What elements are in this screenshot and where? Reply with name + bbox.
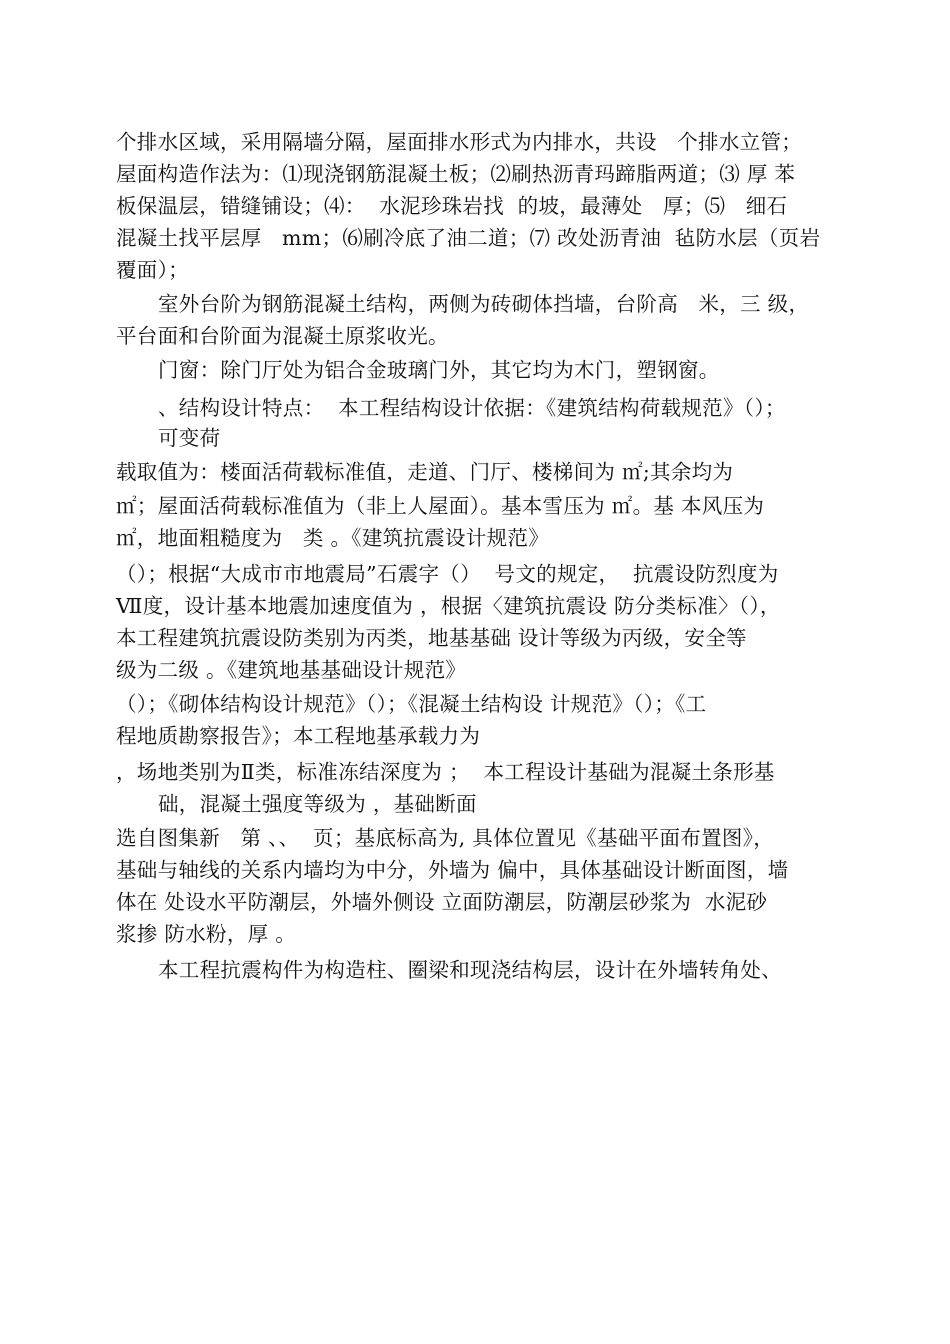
- text-line: Ⅶ度，设计基本地震加速度值为 ，根据〈建筑抗震设 防分类标准〉（），: [116, 594, 781, 618]
- text-line: 基础与轴线的关系内墙均为中分，外墙为 偏中，具体基础设计断面图，墙: [116, 858, 789, 882]
- text-line: 、结构设计特点： 本工程结构设计依据：《建筑结构荷载规范》（）；: [158, 396, 786, 420]
- text-line: ，场地类别为Ⅱ类，标准冻结深度为 ； 本工程设计基础为混凝土条形基: [116, 760, 775, 784]
- text-line: 载取值为：楼面活荷载标准值，走道、门厅、楼梯间为 ㎡;其余均为: [116, 460, 734, 484]
- text-line: 混凝土找平层厚 mm；⑹刷冷底了油二道；⑺ 改处沥青油 毡防水层（页岩: [116, 226, 821, 250]
- text-line: ㎡；屋面活荷载标准值为（非上人屋面）。基本雪压为 ㎡。基 本风压为: [116, 494, 765, 518]
- text-line: 级为二级 。《建筑地基基础设计规范》: [116, 658, 467, 682]
- text-line: 平台面和台阶面为混凝土原浆收光。: [116, 324, 449, 348]
- text-line: 体在 处设水平防潮层，外墙外侧设 立面防潮层，防潮层砂浆为 水泥砂: [116, 890, 768, 914]
- text-line: 屋面构造作法为：⑴现浇钢筋混凝土板；⑵刷热沥青玛蹄脂两道；⑶ 厚 苯: [116, 162, 796, 186]
- text-line: ㎡，地面粗糙度为 类 。《建筑抗震设计规范》: [116, 526, 550, 550]
- text-line: 门窗：除门厅处为铝合金玻璃门外，其它均为木门，塑钢窗。: [158, 358, 720, 382]
- text-line: 础，混凝土强度等级为 ，基础断面: [158, 792, 477, 816]
- text-line: 浆掺 防水粉，厚 。: [116, 922, 297, 946]
- text-line: 选自图集新 第 、、 页；基底标高为, 具体位置见《基础平面布置图》，: [116, 826, 775, 850]
- text-line: 室外台阶为钢筋混凝土结构，两侧为砖砌体挡墙，台阶高 米，三 级，: [158, 292, 810, 316]
- text-line: 个排水区域，采用隔墙分隔，屋面排水形式为内排水，共设 个排水立管；: [116, 130, 803, 154]
- text-line: 本工程抗震构件为构造柱、圈梁和现浇结构层，设计在外墙转角处、: [158, 958, 782, 982]
- text-line: 可变荷: [158, 426, 221, 450]
- text-line: （）；《砌体结构设计规范》（）；《混凝土结构设 计规范》（）；《工: [116, 692, 707, 716]
- text-line: 板保温层，错缝铺设；⑷： 水泥珍珠岩找 的坡，最薄处 厚；⑸ 细石: [116, 194, 788, 218]
- text-line: （）；根据“大成市市地震局”石震字（） 号文的规定， 抗震设防烈度为: [116, 562, 779, 586]
- text-line: 本工程建筑抗震设防类别为丙类，地基基础 设计等级为丙级，安全等: [116, 626, 747, 650]
- text-line: 覆面）；: [116, 258, 189, 282]
- text-line: 程地质勘察报告》；本工程地基承载力为: [116, 724, 481, 748]
